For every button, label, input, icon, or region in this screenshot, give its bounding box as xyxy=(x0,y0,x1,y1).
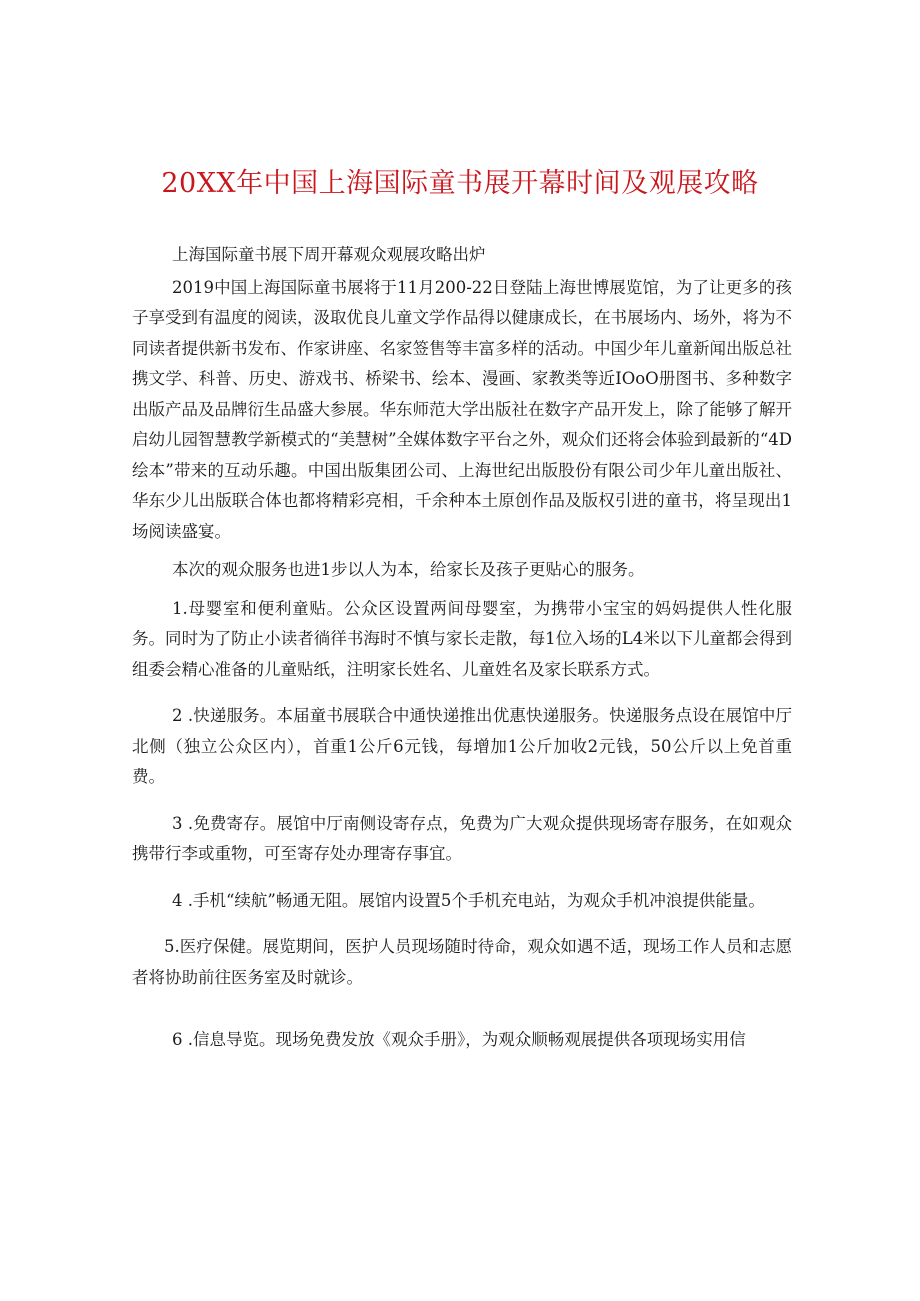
intro-paragraph: 2019中国上海国际童书展将于11月200-22日登陆上海世博展览馆，为了让更多的孩子享受到有温度的阅读，汲取优良儿童文学作品得以健康成长，在书展场内、场外，将为不同读者提供新书发布、作家讲座、名家签售等丰富多样的活动。中国少年儿童新闻出版总社携文学、科普、历史、游戏书、桥梁书、绘本、漫画、家教类等近IOoO册图书、多种数字出版产品及品牌衍生品盛大参展。华东师范大学出版社在数字产品开发上，除了能够了解开启幼儿园智慧教学新模式的“美慧树”全媒体数字平台之外，观众们还将会体验到最新的“4D绘本”带来的互动乐趣。中国出版集团公司、上海世纪出版股份有限公司少年儿童出版社、华东少儿出版联合体也都将精彩亮相，千余种本土原创作品及版权引进的童书，将呈现出1场阅读盛宴。 xyxy=(132,277,792,541)
list-item: 6 .信息导览。现场免费发放《观众手册》，为观众顺畅观展提供各项现场实用信 xyxy=(172,1030,746,1049)
list-item: 5.医疗保健。展览期间，医护人员现场随时待命，观众如遇不适，现场工作人员和志愿者将协助前往医务室及时就诊。 xyxy=(132,937,792,987)
service-intro-paragraph: 本次的观众服务也进1步以人为本，给家长及孩子更贴心的服务。 xyxy=(172,560,645,579)
document-body xyxy=(132,240,792,1056)
list-item: 2 .快递服务。本届童书展联合中通快递推出优惠快递服务。快递服务点设在展馆中厅北侧（独立公众区内），首重1公斤6元钱，每增加1公斤加收2元钱，50公斤以上免首重费。 xyxy=(132,706,792,786)
document-title: 20XX年中国上海国际童书展开幕时间及观展攻略 xyxy=(161,168,759,199)
document-subtitle: 上海国际童书展下周开幕观众观展攻略出炉 xyxy=(172,245,486,264)
list-item: 4 .手机“续航”畅通无阻。展馆内设置5个手机充电站，为观众手机冲浪提供能量。 xyxy=(172,890,765,910)
list-item: 3 .免费寄存。展馆中厅南侧设寄存点，免费为广大观众提供现场寄存服务，在如观众携带行李或重物，可至寄存处办理寄存事宜。 xyxy=(132,813,792,863)
list-item: 1.母婴室和便利童贴。公众区设置两间母婴室，为携带小宝宝的妈妈提供人性化服务。同时为了防止小读者徜徉书海时不慎与家长走散，每1位入场的L4米以下儿童都会得到组委会精心准备的儿童贴纸，注明家长姓名、儿童姓名及家长联系方式。 xyxy=(132,598,792,679)
